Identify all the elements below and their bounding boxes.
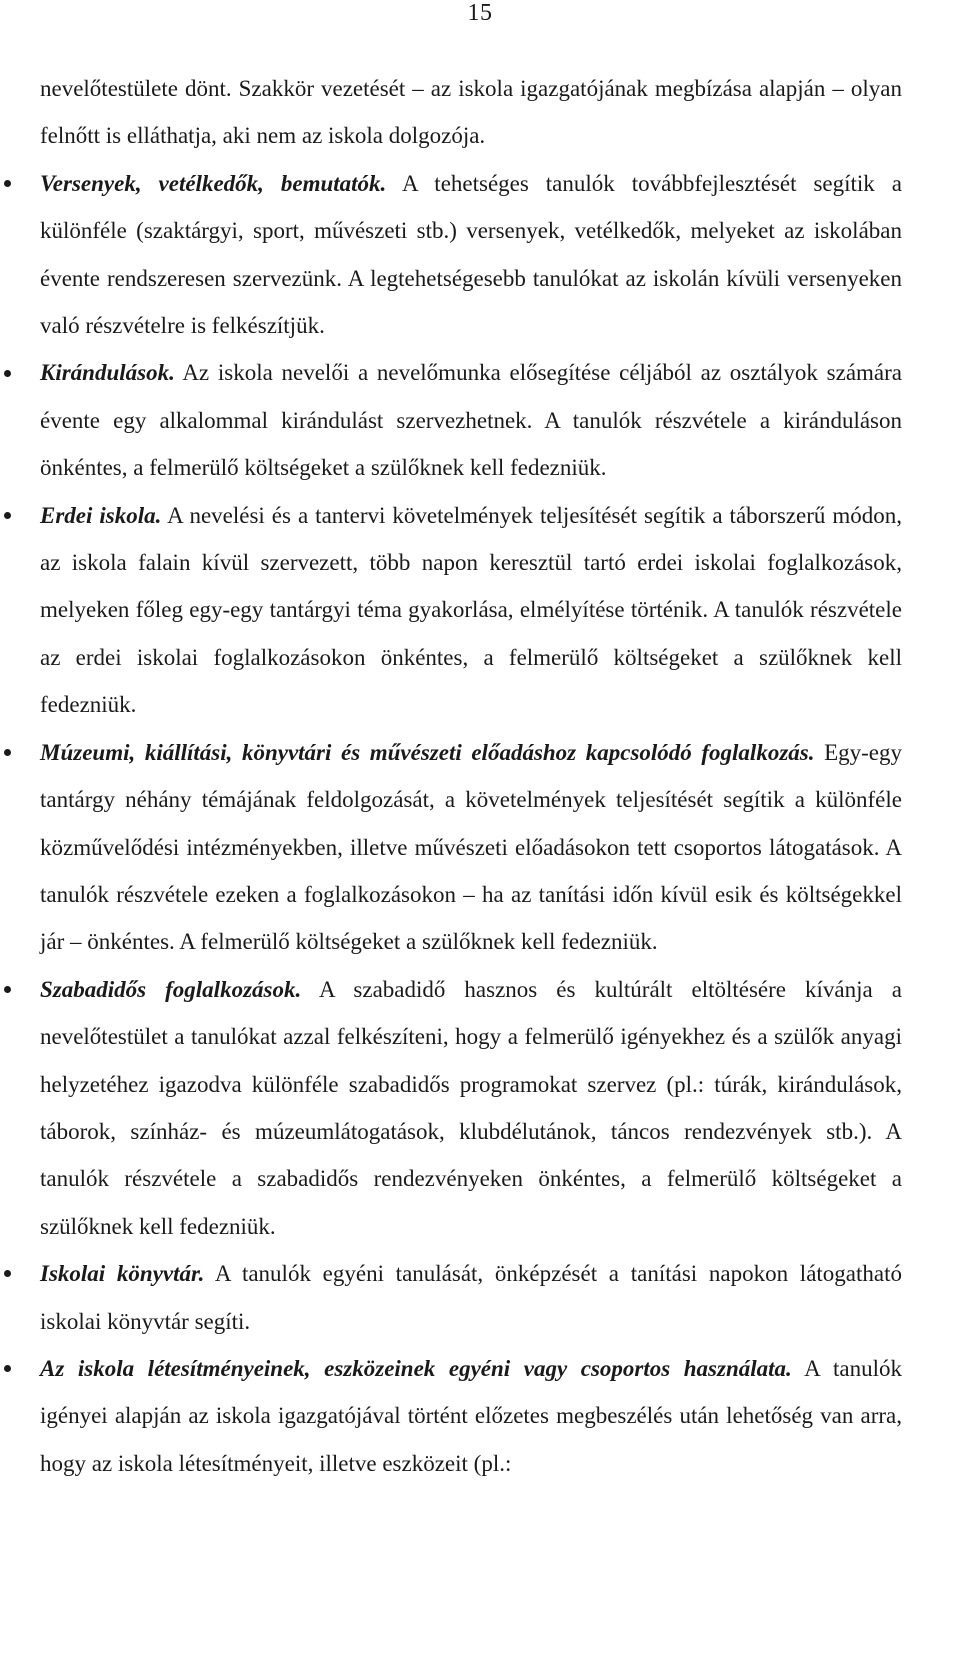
- list-item-text: Az iskola nevelői a nevelőmunka elősegítése céljából az osztályok számára évente egy alkalommal kirándulást szervezhetnek. A tanulók részvétele a kiránduláson önkéntes, a felmerülő költségeket a szülőknek kell fedezniük.: [40, 360, 902, 481]
- page-body: [40, 65, 902, 1487]
- list-item-text: A tehetséges tanulók továbbfejlesztését segítik a különféle (szaktárgyi, sport, művészeti stb.) versenyek, vetélkedők, melyeket az iskolában évente rendszeresen szervezünk. A legtehetségesebb tanulókat az iskolán kívüli versenyeken való részvételre is felkészítjük.: [40, 170, 902, 339]
- list-item-term: Kirándulások.: [40, 360, 175, 386]
- bullet-icon: [1, 729, 13, 776]
- list-item-term: Az iskola létesítményeinek, eszközeinek egyéni vagy csoportos használata.: [40, 1355, 792, 1381]
- list-item-term: Iskolai könyvtár.: [40, 1261, 205, 1287]
- bullet-icon: [1, 1345, 13, 1392]
- list-item: [40, 160, 902, 350]
- list-item-text: A tanulók egyéni tanulását, önképzését a tanítási napokon látogatható iskolai könyvtár segíti.: [40, 1261, 902, 1334]
- bullet-icon: [1, 1250, 13, 1297]
- list-item: [40, 1250, 902, 1345]
- list-item: [40, 492, 902, 729]
- page-number: 15: [467, 0, 493, 26]
- list-item: [40, 1345, 902, 1487]
- bullet-icon: [1, 349, 13, 396]
- list-item: [40, 966, 902, 1250]
- list-item-text: A nevelési és a tantervi követelmények teljesítését segítik a táborszerű módon, az iskola falain kívül szervezett, több napon keresztül tartó erdei iskolai foglalkozások, melyeken főleg egy-egy tantárgyi téma gyakorlása, elmélyítése történik. A tanulók részvétele az erdei iskolai foglalkozásokon önkéntes, a felmerülő költségeket a szülőknek kell fedezniük.: [40, 502, 902, 718]
- list-item-term: Erdei iskola.: [40, 502, 162, 528]
- intro-paragraph: nevelőtestülete dönt. Szakkör vezetését – az iskola igazgatójának megbízása alapján – olyan felnőtt is elláthatja, aki nem az iskola dolgozója.: [40, 76, 902, 149]
- list-item-term: Versenyek, vetélkedők, bemutatók.: [40, 170, 387, 196]
- list-item-text: Egy-egy tantárgy néhány témájának feldolgozását, a követelmények teljesítését segítik a különféle közművelődési intézményekben, illetve művészeti előadásokon tett csoportos látogatások. A tanulók részvétele ezeken a foglalkozásokon – ha az tanítási időn kívül esik és költségekkel jár – önkéntes. A felmerülő költségeket a szülőknek kell fedezniük.: [40, 739, 902, 955]
- activity-list: [40, 160, 902, 1487]
- bullet-icon: [1, 160, 13, 207]
- list-item-term: Múzeumi, kiállítási, könyvtári és művészeti előadáshoz kapcsolódó foglalkozás.: [40, 739, 815, 765]
- list-item-text: A tanulók igényei alapján az iskola igazgatójával történt előzetes megbeszélés után lehetőség van arra, hogy az iskola létesítményeit, illetve eszközeit (pl.:: [40, 1355, 902, 1476]
- list-item: [40, 349, 902, 491]
- list-item-text: A szabadidő hasznos és kultúrált eltöltésére kívánja a nevelőtestület a tanulókat azzal felkészíteni, hogy a felmerülő igényekhez és a szülők anyagi helyzetéhez igazodva különféle szabadidős programokat szervez (pl.: túrák, kirándulások, táborok, színház- és múzeumlátogatások, klubdélutánok, táncos rendezvények stb.). A tanulók részvétele a szabadidős rendezvényeken önkéntes, a felmerülő költségeket a szülőknek kell fedezniük.: [40, 976, 902, 1239]
- list-item: [40, 729, 902, 966]
- list-item-term: Szabadidős foglalkozások.: [40, 976, 302, 1002]
- bullet-icon: [1, 966, 13, 1013]
- bullet-icon: [1, 492, 13, 539]
